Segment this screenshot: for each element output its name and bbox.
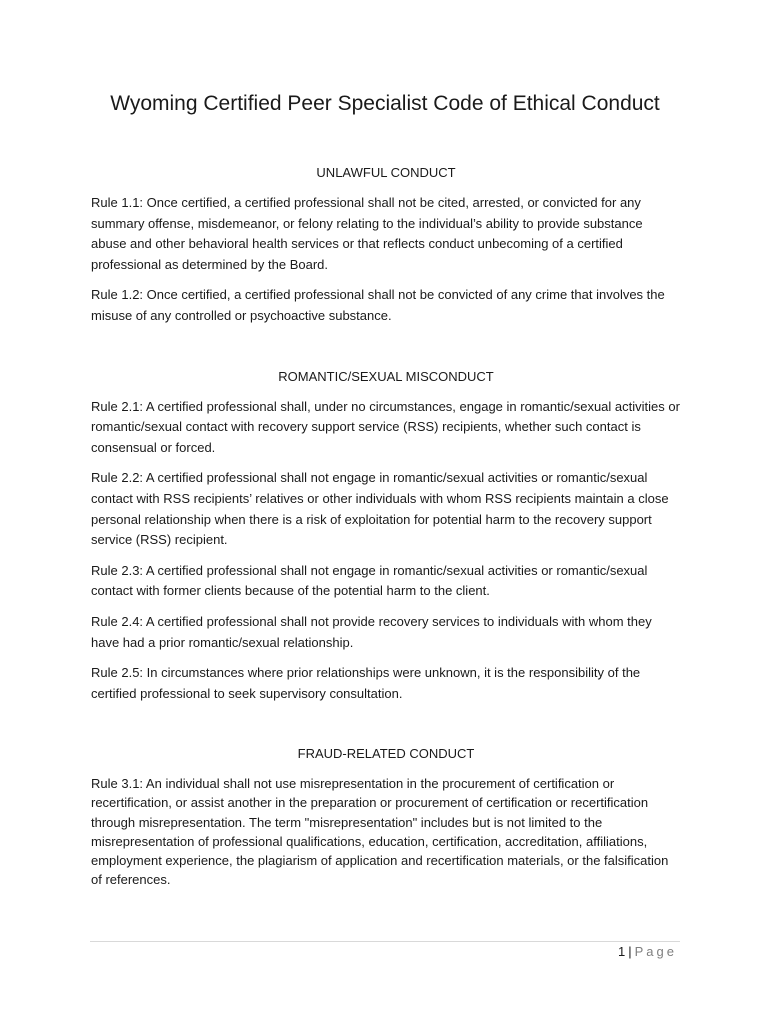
section-heading: FRAUD-RELATED CONDUCT [297, 746, 475, 762]
rule-2-2: Rule 2.2: A certified professional shall not engage in romantic/sexual activities or romantic/sexual contact with RSS recipients’ relatives or other individuals with whom RSS recipients maintain a close personal relationship when there is a risk of exploitation for potential harm to the recovery support service (RSS) recipient. [91, 470, 669, 548]
rule-2-3: Rule 2.3: A certified professional shall not engage in romantic/sexual activities or romantic/sexual contact with former clients because of the potential harm to the client. [91, 562, 648, 599]
page-footer [618, 944, 677, 959]
section-spacer [91, 337, 681, 367]
footer-page-label: Page [634, 944, 677, 959]
page-number: 1 [618, 944, 626, 959]
rule-2-5: Rule 2.5: In circumstances where prior relationships were unknown, it is the responsibility of the certified professional to seek supervisory consultation. [91, 665, 641, 701]
section-fraud-related-conduct [91, 744, 681, 889]
section-heading: UNLAWFUL CONDUCT [316, 165, 456, 180]
section-spacer [91, 714, 681, 744]
footer-divider [90, 941, 680, 942]
section-unlawful-conduct [91, 163, 681, 327]
section-romantic-sexual-misconduct [91, 367, 681, 705]
rule-1-1: Rule 1.1: Once certified, a certified professional shall not be cited, arrested, or convicted for any summary offense, misdemeanor, or felony relating to the individual’s ability to provide substance abuse and other behavioral health services or that reflects conduct unbecoming of a certified professional as determined by the Board. [91, 195, 643, 272]
footer-separator: | [628, 944, 632, 959]
document-title: Wyoming Certified Peer Specialist Code of Ethical Conduct [110, 92, 660, 115]
rule-3-1: Rule 3.1: An individual shall not use misrepresentation in the procurement of certification or recertification, or assist another in the preparation or procurement of certification or recertification through misrepresentation. The term "misrepresentation" includes but is not limited to the misrepresentation of professional qualifications, education, certification, accreditation, affiliations, employment experience, the plagiarism of application and recertification materials, or the falsification of references. [91, 776, 669, 888]
rule-2-4: Rule 2.4: A certified professional shall not provide recovery services to individuals with whom they have had a prior romantic/sexual relationship. [91, 613, 652, 650]
rule-1-2: Rule 1.2: Once certified, a certified professional shall not be convicted of any crime that involves the misuse of any controlled or psychoactive substance. [91, 287, 665, 323]
document-body [91, 163, 681, 900]
section-heading: ROMANTIC/SEXUAL MISCONDUCT [278, 368, 494, 384]
rule-2-1: Rule 2.1: A certified professional shall, under no circumstances, engage in romantic/sexual activities or romantic/sexual contact with recovery support service (RSS) recipients, whether such contact is consensual or forced. [91, 398, 680, 455]
